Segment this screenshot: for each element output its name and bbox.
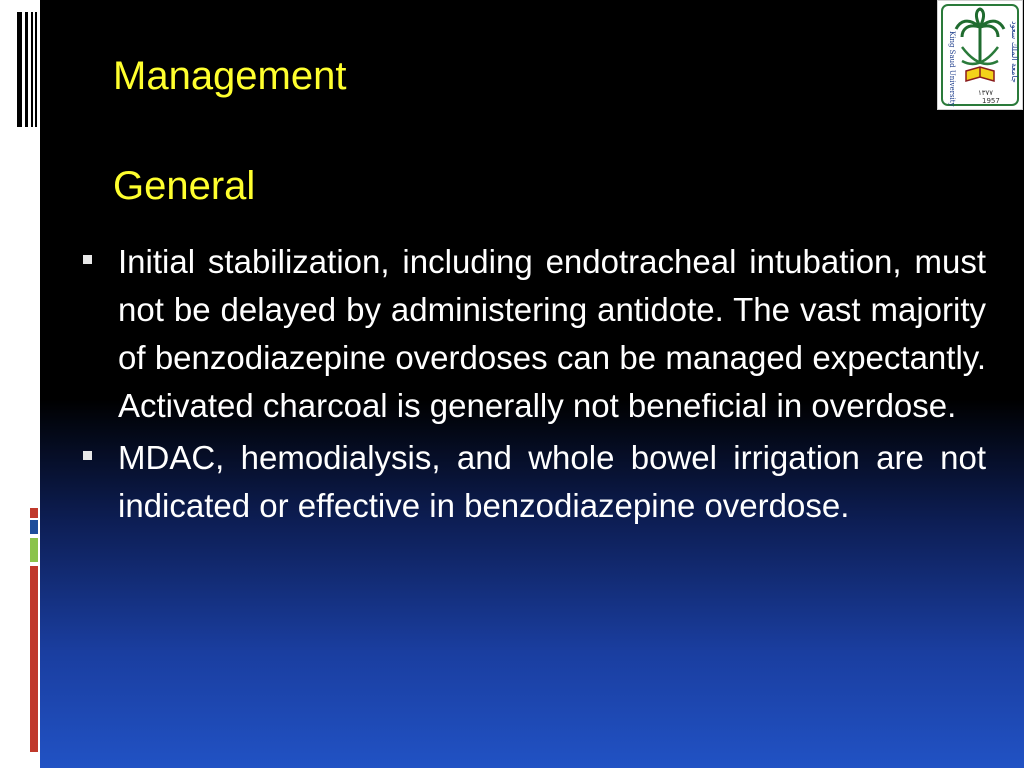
- bullet-square-icon: [83, 451, 92, 460]
- logo-text-ar: جامعة الملك سعود: [1010, 21, 1019, 83]
- logo-text-en: King Saud University: [948, 31, 956, 107]
- logo-year-en: 1957: [982, 97, 1000, 105]
- sidebar-accent-green: [30, 538, 38, 562]
- bullet-item: [78, 238, 986, 430]
- bullet-square-icon: [83, 255, 92, 264]
- sidebar-lines-decoration: [17, 12, 37, 127]
- sidebar-accent-red: [30, 566, 38, 752]
- logo-year-ar: ١٣٧٧: [978, 89, 994, 97]
- sidebar-accent-red-top: [30, 508, 38, 518]
- bullet-item: [78, 434, 986, 530]
- bullet-text: MDAC, hemodialysis, and whole bowel irrigation are not indicated or effective in benzodiazepine overdose.: [118, 439, 986, 524]
- slide-sidebar: [0, 0, 40, 768]
- slide-subtitle: General: [113, 164, 256, 208]
- bullet-list: [78, 238, 986, 534]
- university-logo: [937, 0, 1023, 110]
- slide-title: Management: [113, 54, 347, 98]
- bullet-text: Initial stabilization, including endotracheal intubation, must not be delayed by administering antidote. The vast majority of benzodiazepine overdoses can be managed expectantly. Activated charcoal is generally not beneficial in overdose.: [118, 243, 986, 424]
- university-seal-icon: [938, 1, 1022, 109]
- sidebar-accent-blue: [30, 520, 38, 534]
